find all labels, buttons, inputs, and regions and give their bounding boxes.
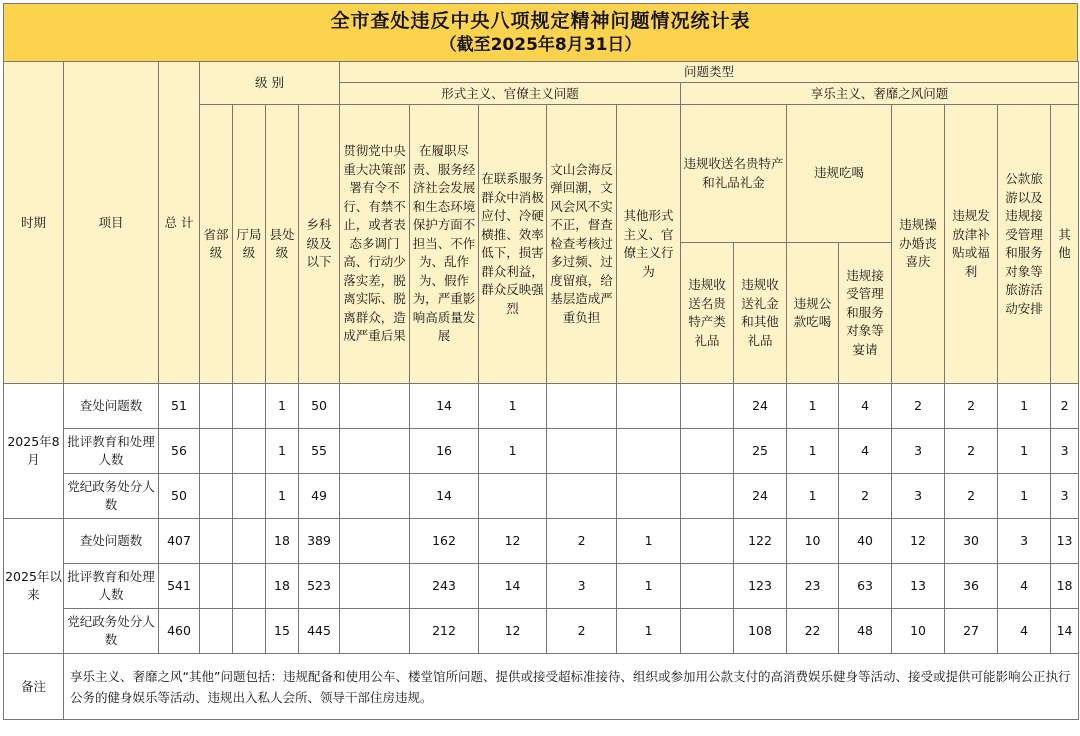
level-province-cell — [200, 429, 233, 474]
header-level-county: 县处级 — [266, 105, 299, 384]
formalism-4-cell: 3 — [547, 564, 617, 609]
eat-2-cell: 4 — [839, 429, 892, 474]
level-province-cell — [200, 474, 233, 519]
formalism-3-cell: 1 — [479, 384, 547, 429]
item-cell: 批评教育和处理人数 — [64, 564, 159, 609]
header-level-province: 省部级 — [200, 105, 233, 384]
total-cell: 50 — [159, 474, 200, 519]
formalism-5-cell — [617, 429, 681, 474]
level-province-cell — [200, 564, 233, 609]
item-cell: 查处问题数 — [64, 519, 159, 564]
level-bureau-cell — [233, 519, 266, 564]
other-cell: 18 — [1051, 564, 1079, 609]
gift-1-cell — [681, 609, 734, 654]
table-row — [4, 474, 1079, 519]
header-gift: 违规收送名贵特产和礼品礼金 — [681, 105, 787, 243]
travel-cell: 1 — [998, 429, 1051, 474]
gift-2-cell: 24 — [734, 384, 787, 429]
travel-cell: 4 — [998, 564, 1051, 609]
item-cell: 查处问题数 — [64, 384, 159, 429]
level-county-cell: 1 — [266, 429, 299, 474]
formalism-4-cell — [547, 384, 617, 429]
gift-2-cell: 108 — [734, 609, 787, 654]
formalism-2-cell: 16 — [410, 429, 479, 474]
header-other: 其他 — [1051, 105, 1079, 384]
subsidy-cell: 36 — [945, 564, 998, 609]
gift-1-cell — [681, 564, 734, 609]
item-cell: 批评教育和处理人数 — [64, 429, 159, 474]
gift-1-cell — [681, 519, 734, 564]
total-cell: 51 — [159, 384, 200, 429]
eat-1-cell: 22 — [787, 609, 839, 654]
table-row — [4, 384, 1079, 429]
header-travel: 公款旅游以及违规接受管理和服务对象等旅游活动安排 — [998, 105, 1051, 384]
table-row — [4, 609, 1079, 654]
travel-cell: 4 — [998, 609, 1051, 654]
total-cell: 407 — [159, 519, 200, 564]
eat-1-cell: 1 — [787, 429, 839, 474]
formalism-1-cell — [340, 384, 410, 429]
header-gift-2: 违规收送礼金和其他礼品 — [734, 243, 787, 384]
formalism-2-cell: 14 — [410, 474, 479, 519]
formalism-4-cell — [547, 429, 617, 474]
subsidy-cell: 2 — [945, 384, 998, 429]
other-cell: 13 — [1051, 519, 1079, 564]
formalism-5-cell — [617, 474, 681, 519]
eat-2-cell: 48 — [839, 609, 892, 654]
header-wedding: 违规操办婚丧喜庆 — [892, 105, 945, 384]
header-gift-1: 违规收送名贵特产类礼品 — [681, 243, 734, 384]
wedding-cell: 3 — [892, 474, 945, 519]
formalism-2-cell: 243 — [410, 564, 479, 609]
level-bureau-cell — [233, 429, 266, 474]
formalism-5-cell: 1 — [617, 519, 681, 564]
gift-2-cell: 25 — [734, 429, 787, 474]
gift-1-cell — [681, 384, 734, 429]
header-formalism-2: 在履职尽责、服务经济社会发展和生态环境保护方面不担当、不作为、乱作为、假作为，严重影响高质量发展 — [410, 105, 479, 384]
formalism-3-cell — [479, 474, 547, 519]
level-township-cell: 50 — [299, 384, 340, 429]
formalism-1-cell — [340, 519, 410, 564]
level-province-cell — [200, 519, 233, 564]
header-subsidy: 违规发放津补贴或福利 — [945, 105, 998, 384]
gift-2-cell: 122 — [734, 519, 787, 564]
level-bureau-cell — [233, 474, 266, 519]
eat-1-cell: 1 — [787, 384, 839, 429]
level-county-cell: 1 — [266, 384, 299, 429]
wedding-cell: 10 — [892, 609, 945, 654]
header-item: 项目 — [64, 62, 159, 384]
header-period: 时期 — [4, 62, 64, 384]
formalism-2-cell: 14 — [410, 384, 479, 429]
subsidy-cell: 27 — [945, 609, 998, 654]
level-province-cell — [200, 384, 233, 429]
wedding-cell: 13 — [892, 564, 945, 609]
note-text: 享乐主义、奢靡之风“其他”问题包括：违规配备和使用公车、楼堂馆所问题、提供或接受超标准接待、组织或参加用公款支付的高消费娱乐健身等活动、接受或提供可能影响公正执行公务的健身娱乐等活动、违规出入私人会所、领导干部住房违规。 — [64, 654, 1079, 720]
total-cell: 56 — [159, 429, 200, 474]
item-cell: 党纪政务处分人数 — [64, 474, 159, 519]
other-cell: 2 — [1051, 384, 1079, 429]
formalism-3-cell: 12 — [479, 609, 547, 654]
header-hedonism: 享乐主义、奢靡之风问题 — [681, 83, 1079, 105]
eat-1-cell: 10 — [787, 519, 839, 564]
header-formalism-5: 其他形式主义、官僚主义行为 — [617, 105, 681, 384]
header-eat-2: 违规接受管理和服务对象等宴请 — [839, 243, 892, 384]
table-row — [4, 429, 1079, 474]
wedding-cell: 12 — [892, 519, 945, 564]
eat-2-cell: 4 — [839, 384, 892, 429]
eat-2-cell: 2 — [839, 474, 892, 519]
statistics-document — [3, 3, 1078, 720]
formalism-1-cell — [340, 429, 410, 474]
header-level-township: 乡科级及以下 — [299, 105, 340, 384]
period-cell: 2025年8月 — [4, 384, 64, 519]
travel-cell: 1 — [998, 474, 1051, 519]
level-township-cell: 389 — [299, 519, 340, 564]
other-cell: 3 — [1051, 429, 1079, 474]
eat-2-cell: 40 — [839, 519, 892, 564]
level-bureau-cell — [233, 384, 266, 429]
formalism-4-cell: 2 — [547, 519, 617, 564]
header-level: 级 别 — [200, 62, 340, 105]
formalism-4-cell — [547, 474, 617, 519]
item-cell: 党纪政务处分人数 — [64, 609, 159, 654]
level-county-cell: 15 — [266, 609, 299, 654]
formalism-3-cell: 12 — [479, 519, 547, 564]
statistics-table — [3, 61, 1079, 720]
formalism-1-cell — [340, 609, 410, 654]
header-formalism: 形式主义、官僚主义问题 — [340, 83, 681, 105]
header-formalism-1: 贯彻党中央重大决策部署有令不行、有禁不止，或者表态多调门高、行动少落实差，脱离实际、脱离群众，造成严重后果 — [340, 105, 410, 384]
total-cell: 460 — [159, 609, 200, 654]
gift-2-cell: 24 — [734, 474, 787, 519]
level-township-cell: 49 — [299, 474, 340, 519]
total-cell: 541 — [159, 564, 200, 609]
level-county-cell: 18 — [266, 564, 299, 609]
header-eat: 违规吃喝 — [787, 105, 892, 243]
gift-2-cell: 123 — [734, 564, 787, 609]
header-formalism-3: 在联系服务群众中消极应付、冷硬横推、效率低下，损害群众利益，群众反映强烈 — [479, 105, 547, 384]
level-bureau-cell — [233, 564, 266, 609]
travel-cell: 3 — [998, 519, 1051, 564]
level-township-cell: 445 — [299, 609, 340, 654]
wedding-cell: 3 — [892, 429, 945, 474]
other-cell: 3 — [1051, 474, 1079, 519]
level-county-cell: 1 — [266, 474, 299, 519]
header-problem-type: 问题类型 — [340, 62, 1079, 83]
subsidy-cell: 2 — [945, 429, 998, 474]
title-banner — [3, 3, 1078, 61]
note-label: 备注 — [4, 654, 64, 720]
level-township-cell: 523 — [299, 564, 340, 609]
eat-1-cell: 23 — [787, 564, 839, 609]
level-county-cell: 18 — [266, 519, 299, 564]
formalism-1-cell — [340, 474, 410, 519]
subsidy-cell: 2 — [945, 474, 998, 519]
document-subtitle: （截至2025年8月31日） — [439, 34, 642, 55]
period-cell: 2025年以来 — [4, 519, 64, 654]
header-eat-1: 违规公款吃喝 — [787, 243, 839, 384]
formalism-2-cell: 212 — [410, 609, 479, 654]
level-bureau-cell — [233, 609, 266, 654]
eat-1-cell: 1 — [787, 474, 839, 519]
formalism-5-cell: 1 — [617, 609, 681, 654]
wedding-cell: 2 — [892, 384, 945, 429]
formalism-2-cell: 162 — [410, 519, 479, 564]
other-cell: 14 — [1051, 609, 1079, 654]
document-title: 全市查处违反中央八项规定精神问题情况统计表 — [330, 9, 751, 32]
subsidy-cell: 30 — [945, 519, 998, 564]
formalism-5-cell: 1 — [617, 564, 681, 609]
header-total: 总 计 — [159, 62, 200, 384]
travel-cell: 1 — [998, 384, 1051, 429]
header-formalism-4: 文山会海反弹回潮，文风会风不实不正，督查检查考核过多过频、过度留痕，给基层造成严重负担 — [547, 105, 617, 384]
eat-2-cell: 63 — [839, 564, 892, 609]
formalism-3-cell: 1 — [479, 429, 547, 474]
formalism-3-cell: 14 — [479, 564, 547, 609]
formalism-1-cell — [340, 564, 410, 609]
formalism-5-cell — [617, 384, 681, 429]
gift-1-cell — [681, 429, 734, 474]
level-province-cell — [200, 609, 233, 654]
table-row — [4, 519, 1079, 564]
level-township-cell: 55 — [299, 429, 340, 474]
table-row — [4, 564, 1079, 609]
header-level-bureau: 厅局级 — [233, 105, 266, 384]
gift-1-cell — [681, 474, 734, 519]
formalism-4-cell: 2 — [547, 609, 617, 654]
